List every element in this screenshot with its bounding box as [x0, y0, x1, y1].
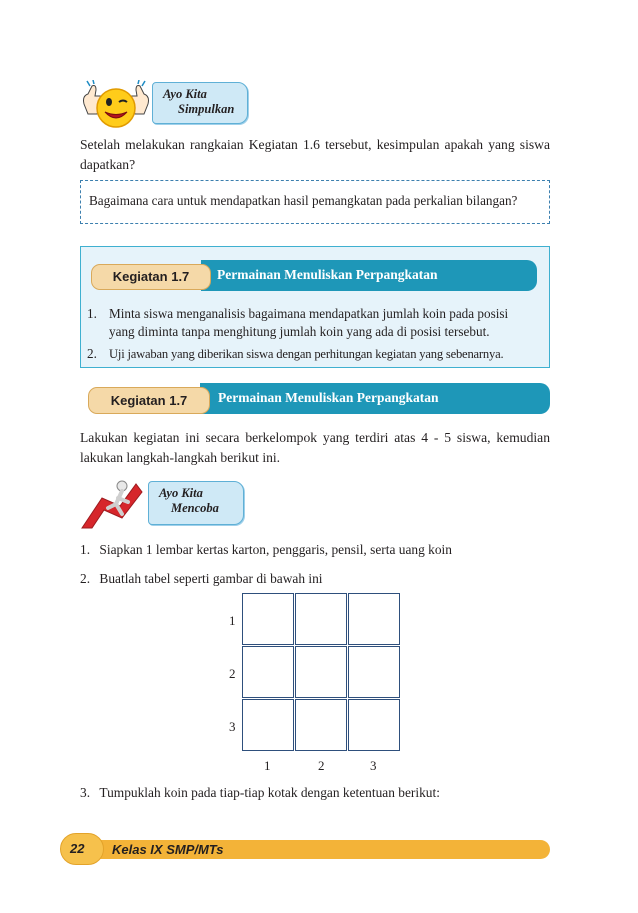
- teacher-guide-panel: [80, 246, 550, 368]
- mencoba-line1: Ayo Kita: [159, 486, 203, 500]
- grid-cell: [295, 593, 347, 645]
- page-number: 22: [70, 841, 85, 856]
- step-2-text: Buatlah tabel seperti gambar di bawah ini: [99, 571, 323, 586]
- row-label-2: 2: [229, 666, 236, 681]
- mencoba-line2: Mencoba: [171, 501, 219, 515]
- grid-cell: [348, 646, 400, 698]
- panel-item-2-line1: Uji jawaban yang diberikan siswa dengan perhitungan kegiatan yang sebenarnya.: [109, 347, 504, 361]
- question-text: Bagaimana cara untuk mendapatkan hasil pemangkatan pada perkalian bilangan?: [89, 193, 518, 208]
- badge-line1: Ayo Kita: [163, 87, 207, 101]
- activity-title: [200, 383, 550, 414]
- runner-arrow-icon: [80, 478, 146, 530]
- step-3-num: 3.: [80, 785, 91, 800]
- activity-paragraph: Lakukan kegiatan ini secara berkelompok yang terdiri atas 4 - 5 siswa, kemudian lakukan langkah-langkah berikut ini.: [80, 430, 550, 465]
- grid-cell: [242, 646, 294, 698]
- step-3: [80, 785, 440, 801]
- book-title: Kelas IX SMP/MTs: [112, 842, 224, 857]
- page-number-badge: [60, 833, 104, 865]
- row-label-1: 1: [229, 613, 236, 628]
- panel-item-2: [87, 345, 545, 363]
- grid-cell: [295, 646, 347, 698]
- step-1-text: Siapkan 1 lembar kertas karton, penggaris, pensil, serta uang koin: [99, 542, 452, 557]
- panel-activity-tag: [91, 264, 211, 290]
- panel-item-1-line1: Minta siswa menganalisis bagaimana mendapatkan jumlah koin pada posisi: [109, 306, 509, 321]
- panel-activity-tag-text: Kegiatan 1.7: [112, 269, 190, 284]
- thumbs-up-smiley-icon: [80, 80, 152, 130]
- grid-cell: [348, 593, 400, 645]
- panel-item-2-num: 2.: [87, 346, 97, 361]
- step-2-num: 2.: [80, 571, 91, 586]
- ayo-kita-simpulkan-badge: [152, 82, 248, 124]
- col-label-2: 2: [318, 758, 325, 773]
- activity-title-text: Permainan Menuliskan Perpangkatan: [218, 390, 439, 405]
- grid-cell: [242, 699, 294, 751]
- ayo-kita-mencoba-badge: [148, 481, 244, 525]
- col-label-1: 1: [264, 758, 271, 773]
- panel-item-1-line2: yang diminta tanpa menghitung jumlah koin yang ada di posisi tersebut.: [109, 324, 490, 339]
- col-label-3: 3: [370, 758, 377, 773]
- step-1-num: 1.: [80, 542, 91, 557]
- activity-tag-text: Kegiatan 1.7: [110, 393, 188, 408]
- coin-grid: [242, 593, 402, 753]
- question-box: [80, 180, 550, 224]
- step-3-text: Tumpuklah koin pada tiap-tiap kotak dengan ketentuan berikut:: [99, 785, 440, 800]
- step-2: [80, 571, 323, 587]
- step-1: [80, 542, 452, 558]
- row-label-3: 3: [229, 719, 236, 734]
- grid-cell: [242, 593, 294, 645]
- intro-paragraph: Setelah melakukan rangkaian Kegiatan 1.6 tersebut, kesimpulan apakah yang siswa dapatkan?: [80, 137, 550, 172]
- activity-tag: [88, 387, 210, 414]
- panel-item-1: [87, 305, 545, 341]
- badge-line2: Simpulkan: [178, 102, 235, 116]
- panel-activity-title-text: Permainan Menuliskan Perpangkatan: [217, 267, 438, 282]
- grid-cell: [348, 699, 400, 751]
- grid-cell: [295, 699, 347, 751]
- panel-activity-title: [201, 260, 537, 291]
- panel-item-1-num: 1.: [87, 306, 97, 321]
